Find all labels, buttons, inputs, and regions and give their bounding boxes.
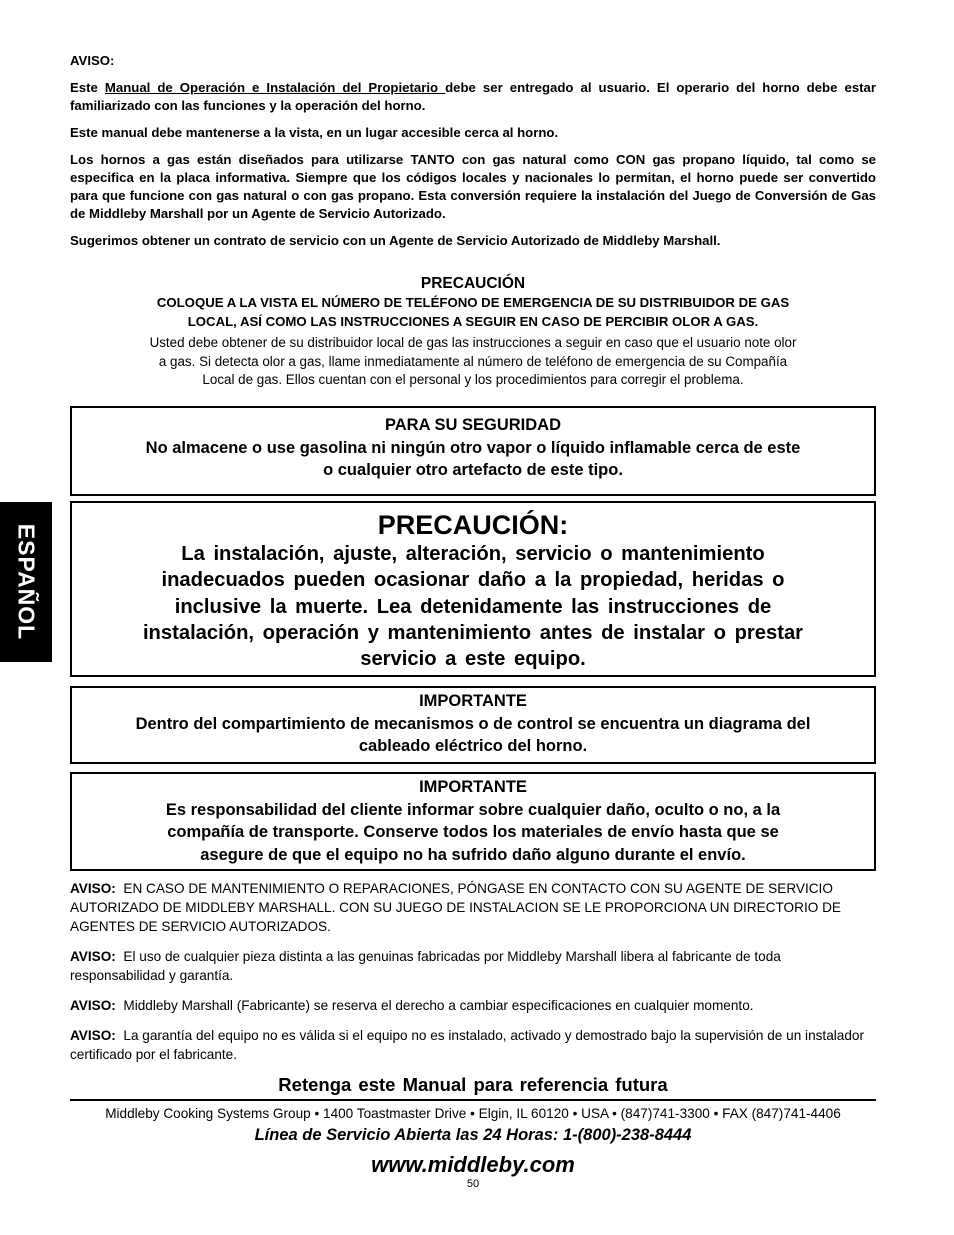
important-line: Es responsabilidad del cliente informar sobre cualquier daño, oculto o no, a la [165, 800, 781, 819]
service-hotline: Línea de Servicio Abierta las 24 Horas: 1-(800)-238-8444 [254, 1126, 692, 1144]
warning-box [70, 501, 876, 677]
manual-title-underlined: Manual de Operación e Instalación del Propietario [104, 80, 446, 95]
website-link[interactable]: www.middleby.com [371, 1152, 575, 1177]
important-heading: IMPORTANTE [419, 692, 527, 710]
notices-section [70, 879, 876, 1075]
notice-item: AVISO: EN CASO DE MANTENIMIENTO O REPARACIONES, PÓNGASE EN CONTACTO CON SU AGENTE DE SERVICIO AUTORIZADO DE MIDDLEBY MARSHALL. CON SU JUEGO DE INSTALACION SE LE PROPORCIONA UN DIRECTORIO DE AGENTES DE SERVICIO AUTORIZADOS. [70, 881, 841, 934]
caution-bold-line: LOCAL, ASÍ COMO LAS INSTRUCCIONES A SEGUIR EN CASO DE PERCIBIR OLOR A GAS. [187, 314, 759, 329]
page-number: 50 [466, 1178, 480, 1190]
notice-item: AVISO: Middleby Marshall (Fabricante) se reserva el derecho a cambiar especificaciones en cualquier momento. [70, 998, 754, 1013]
warning-heading: PRECAUCIÓN: [377, 510, 569, 540]
important-box-wiring [70, 686, 876, 764]
retain-manual-heading: Retenga este Manual para referencia futura [278, 1074, 668, 1095]
warning-text: La instalación, ajuste, alteración, servicio o mantenimiento inadecuados pueden ocasionar daño a la propiedad, heridas o inclusive la muerte. Lea detenidamente las instrucciones de instalación, operación y mantenimiento antes de instalar o prestar servicio a este equipo. [142, 543, 804, 671]
language-side-tab [0, 502, 52, 662]
intro-paragraph-visible: Este manual debe mantenerse a la vista, en un lugar accesible cerca al horno. [70, 125, 559, 140]
important-heading: IMPORTANTE [419, 778, 527, 796]
footer-divider [70, 1099, 876, 1101]
safety-line: No almacene o use gasolina ni ningún otro vapor o líquido inflamable cerca de este [145, 438, 801, 457]
important-line: cableado eléctrico del horno. [358, 737, 588, 755]
safety-box [70, 406, 876, 496]
important-line: compañía de transporte. Conserve todos los materiales de envío hasta que se [167, 823, 779, 841]
intro-section [70, 52, 876, 259]
intro-paragraph-gas: Los hornos a gas están diseñados para utilizarse TANTO con gas natural como CON gas propano líquido, tal como se especifica en la placa informativa. Siempre que los códigos locales y nacionales lo permitan, el horno puede ser convertido para que funcione con gas natural o con gas propano. Esta conversión requiere la instalación del Juego de Conversión de Gas de Middleby Marshall por un Agente de Servicio Autorizado. [70, 152, 876, 221]
caution-instructions: Usted debe obtener de su distribuidor local de gas las instrucciones a seguir en caso que el usuario note olor a gas. Si detecta olor a gas, llame inmediatamente al número de teléfono de emergencia de su Compañía Local de gas. Ellos cuentan con el personal y los procedimientos para corregir el problema. [149, 335, 797, 387]
notice-item: AVISO: La garantía del equipo no es válida si el equipo no es instalado, activado y demostrado bajo la supervisión de un instalador certificado por el fabricante. [70, 1028, 864, 1062]
safety-line: o cualquier otro artefacto de este tipo. [323, 461, 623, 479]
company-address: Middleby Cooking Systems Group • 1400 Toastmaster Drive • Elgin, IL 60120 • USA • (847)741-3300 • FAX (847)741-4406 [105, 1106, 841, 1121]
language-tab-label: ESPAÑOL [13, 523, 40, 641]
intro-paragraph-delivery: Este Manual de Operación e Instalación del Propietario debe ser entregado al usuario. El operario del horno debe estar familiarizado con las funciones y la operación del horno. [70, 80, 877, 113]
notice-item: AVISO: El uso de cualquier pieza distinta a las genuinas fabricadas por Middleby Marshall libera al fabricante de toda responsabilidad y garantía. [70, 949, 781, 983]
intro-paragraph-contract: Sugerimos obtener un contrato de servicio con un Agente de Servicio Autorizado de Middleby Marshall. [70, 233, 721, 248]
safety-heading: PARA SU SEGURIDAD [384, 416, 561, 434]
intro-heading: AVISO: [70, 53, 115, 68]
caution-bold-line: COLOQUE A LA VISTA EL NÚMERO DE TELÉFONO DE EMERGENCIA DE SU DISTRIBUIDOR DE GAS [156, 295, 790, 310]
caution-heading: PRECAUCIÓN [420, 275, 526, 292]
gas-caution-section [70, 274, 876, 390]
important-line: Dentro del compartimiento de mecanismos o de control se encuentra un diagrama del [135, 714, 811, 733]
important-line: asegure de que el equipo no ha sufrido daño alguno durante el envío. [200, 845, 746, 864]
important-box-shipping [70, 772, 876, 871]
